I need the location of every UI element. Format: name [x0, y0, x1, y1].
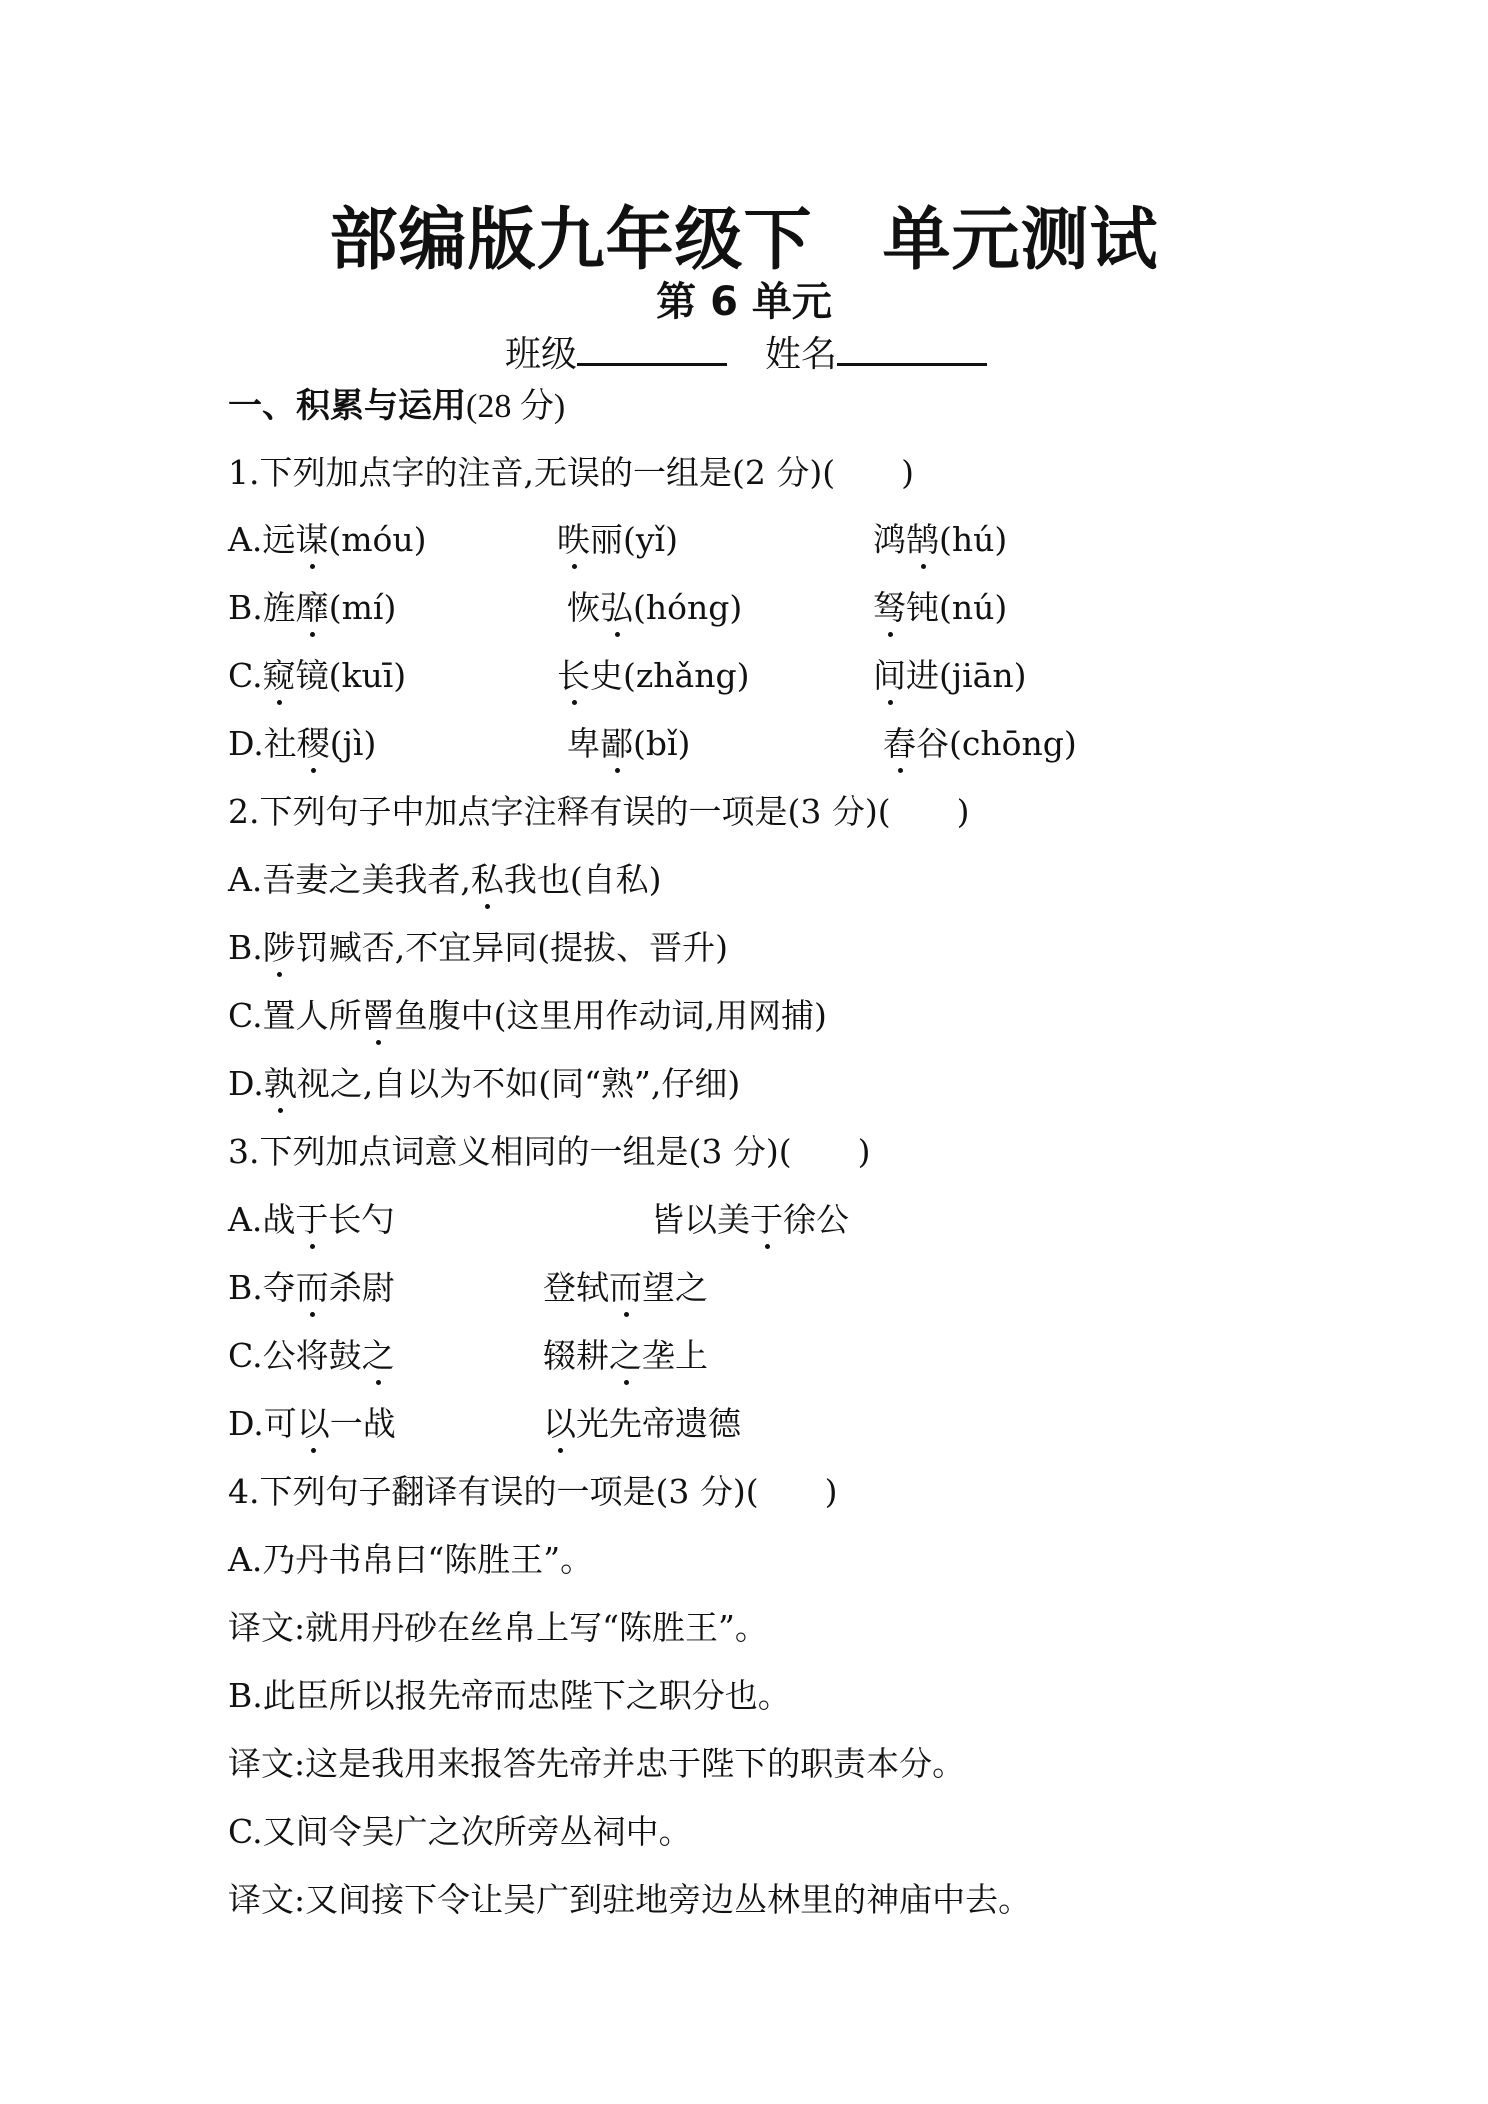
q3-option-c-1: C.公将鼓之 [228, 1336, 395, 1375]
q1-option-c-2: 长史(zhǎng) [557, 656, 750, 695]
q1-option-a-2: 昳丽(yǐ) [557, 520, 678, 559]
section-title: 一、积累与运用 [228, 386, 466, 426]
q3-option-b-2: 登轼而望之 [543, 1268, 708, 1307]
q2-option-a: A.吾妻之美我者,私我也(自私) [228, 860, 662, 899]
q1-option-b-3: 驽钝(nú) [873, 588, 1008, 627]
q4-stem: 4.下列句子翻译有误的一项是(3 分)( ) [228, 1472, 838, 1511]
q1-option-d-2: 卑鄙(bǐ) [567, 724, 691, 763]
q4-translation-c: 译文:又间接下令让吴广到驻地旁边丛林里的神庙中去。 [228, 1880, 1032, 1919]
q3-option-b-1: B.夺而杀尉 [228, 1268, 395, 1307]
student-info [505, 326, 987, 377]
section-heading [228, 378, 565, 427]
q3-option-d-1: D.可以一战 [228, 1404, 396, 1443]
name-blank[interactable] [837, 333, 987, 366]
q4-translation-b: 译文:这是我用来报答先帝并忠于陛下的职责本分。 [228, 1744, 966, 1783]
q1-option-c-1: C.窥镜(kuī) [228, 656, 407, 695]
class-label: 班级 [505, 334, 578, 375]
q4-option-b: B.此臣所以报先帝而忠陛下之职分也。 [228, 1676, 791, 1715]
title-part1: 部编版九年级下 [329, 201, 813, 280]
name-label: 姓名 [765, 334, 838, 375]
q1-option-c-3: 间进(jiān) [873, 656, 1027, 695]
unit-subtitle: 第 6 单元 [656, 279, 832, 325]
section-points: (28 分) [466, 388, 566, 425]
q1-option-a-3: 鸿鹄(hú) [873, 520, 1008, 559]
q1-option-b-1: B.旌靡(mí) [228, 588, 397, 627]
q3-option-d-2: 以光先帝遗德 [543, 1404, 741, 1443]
q3-option-a-1: A.战于长勺 [228, 1200, 395, 1239]
q4-translation-a: 译文:就用丹砂在丝帛上写“陈胜王”。 [228, 1608, 768, 1647]
title-part2: 单元测试 [882, 201, 1159, 280]
q2-stem: 2.下列句子中加点字注释有误的一项是(3 分)( ) [228, 792, 970, 831]
q4-option-a: A.乃丹书帛曰“陈胜王”。 [228, 1540, 594, 1579]
q1-option-d-1: D.社稷(jì) [228, 724, 377, 763]
q3-option-a-2: 皆以美于徐公 [651, 1200, 849, 1239]
q1-option-b-2: 恢弘(hóng) [567, 588, 743, 627]
q2-option-d: D.孰视之,自以为不如(同“熟”,仔细) [228, 1064, 741, 1103]
q3-stem: 3.下列加点词意义相同的一组是(3 分)( ) [228, 1132, 871, 1171]
q2-option-c: C.置人所罾鱼腹中(这里用作动词,用网捕) [228, 996, 827, 1035]
q1-option-d-3: 舂谷(chōng) [883, 724, 1077, 763]
page-title [0, 186, 1488, 283]
q2-option-b: B.陟罚臧否,不宜异同(提拔、晋升) [228, 928, 728, 967]
class-blank[interactable] [577, 333, 727, 366]
q1-option-a-1: A.远谋(móu) [228, 520, 427, 559]
q1-stem: 1.下列加点字的注音,无误的一组是(2 分)( ) [228, 453, 914, 492]
q4-option-c: C.又间令吴广之次所旁丛祠中。 [228, 1812, 692, 1851]
q3-option-c-2: 辍耕之垄上 [543, 1336, 708, 1375]
